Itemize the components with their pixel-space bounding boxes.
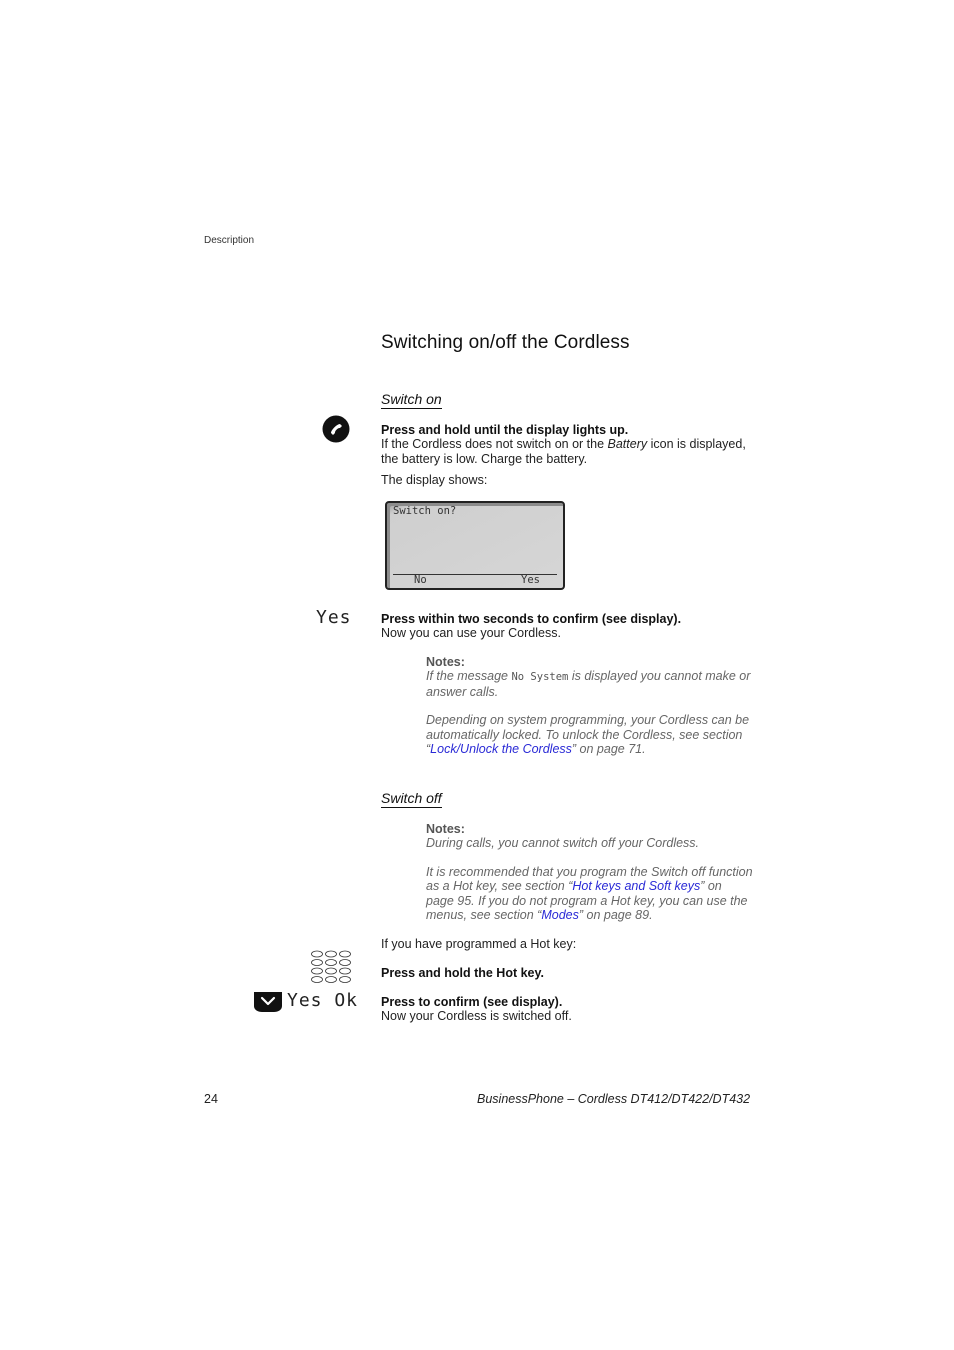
note-part: as a Hot key, see section “: [426, 879, 573, 893]
yes-softkey-label: Yes: [316, 607, 352, 628]
explanation-part: If the Cordless does not switch on or the: [381, 437, 608, 451]
switch-on-heading-text: Switch on: [381, 391, 442, 407]
note-part: menus, see section “: [426, 908, 542, 922]
note-no-system: [426, 669, 756, 699]
yes-ok-softkey-label: Yes Ok: [287, 990, 359, 1011]
note-part: It is recommended that you program the Switch off function: [426, 864, 753, 879]
switch-on-step2-explanation: Now you can use your Cordless.: [381, 626, 561, 640]
switch-off-step1-instruction: Press and hold the Hot key.: [381, 966, 545, 980]
note-part: answer calls.: [426, 684, 499, 699]
note-part: automatically locked. To unlock the Cordless, see section: [426, 727, 743, 742]
note-part: If the message: [426, 669, 512, 683]
switch-on-step2: [381, 612, 761, 641]
hot-keys-link[interactable]: Hot keys and Soft keys: [572, 879, 701, 893]
explanation-part: icon is displayed,: [647, 437, 746, 451]
switch-off-heading: [381, 790, 442, 808]
notes-title: Notes:: [426, 822, 465, 836]
switch-off-step2: [381, 995, 761, 1024]
notes-title: Notes:: [426, 655, 465, 669]
hotkey-intro: If you have programmed a Hot key:: [381, 937, 577, 951]
running-header: Description: [204, 235, 255, 246]
no-system-message: No System: [511, 671, 569, 683]
display-intro: The display shows:: [381, 473, 488, 487]
switch-off-step2-explanation: Now your Cordless is switched off.: [381, 1009, 572, 1023]
note-auto-lock: [426, 713, 756, 757]
explanation-part: the battery is low. Charge the battery.: [381, 452, 588, 466]
switch-off-heading-text: Switch off: [381, 790, 442, 806]
switch-on-step1-explanation: [381, 437, 761, 467]
switch-on-notes: [426, 655, 756, 757]
page-number: 24: [204, 1092, 218, 1106]
modes-link[interactable]: Modes: [541, 908, 579, 922]
phone-handset-icon: [322, 415, 350, 443]
note-part: page 95. If you do not program a Hot key, you can use the: [426, 893, 748, 908]
lock-unlock-link[interactable]: Lock/Unlock the Cordless: [430, 742, 572, 756]
page-title: Switching on/off the Cordless: [381, 332, 630, 353]
product-name: BusinessPhone – Cordless DT412/DT422/DT432: [477, 1092, 751, 1106]
note-during-calls: During calls, you cannot switch off your Cordless.: [426, 836, 700, 850]
note-part: Depending on system programming, your Cordless can be: [426, 713, 750, 727]
display-softkey-yes: Yes: [521, 574, 540, 586]
switch-on-step1: [381, 423, 761, 467]
note-part: is displayed you cannot make or: [568, 669, 751, 683]
battery-term: Battery: [607, 437, 648, 451]
down-arrow-key-icon: [254, 992, 282, 1012]
phone-display: [385, 501, 565, 590]
display-softkey-no: No: [414, 574, 427, 586]
switch-on-step1-instruction: Press and hold until the display lights up.: [381, 423, 629, 437]
switch-on-step2-instruction: Press within two seconds to confirm (see display).: [381, 612, 682, 626]
note-part: ” on page 71.: [571, 742, 646, 756]
note-part: ” on: [700, 879, 722, 893]
display-line1: Switch on?: [393, 505, 457, 517]
note-hot-key: [426, 865, 756, 923]
note-part: ” on page 89.: [578, 908, 653, 922]
switch-off-notes: [426, 822, 756, 923]
keypad-icon: [310, 950, 352, 984]
switch-off-step2-instruction: Press to confirm (see display).: [381, 995, 563, 1009]
switch-on-heading: [381, 391, 442, 409]
note-part: “: [426, 742, 431, 756]
